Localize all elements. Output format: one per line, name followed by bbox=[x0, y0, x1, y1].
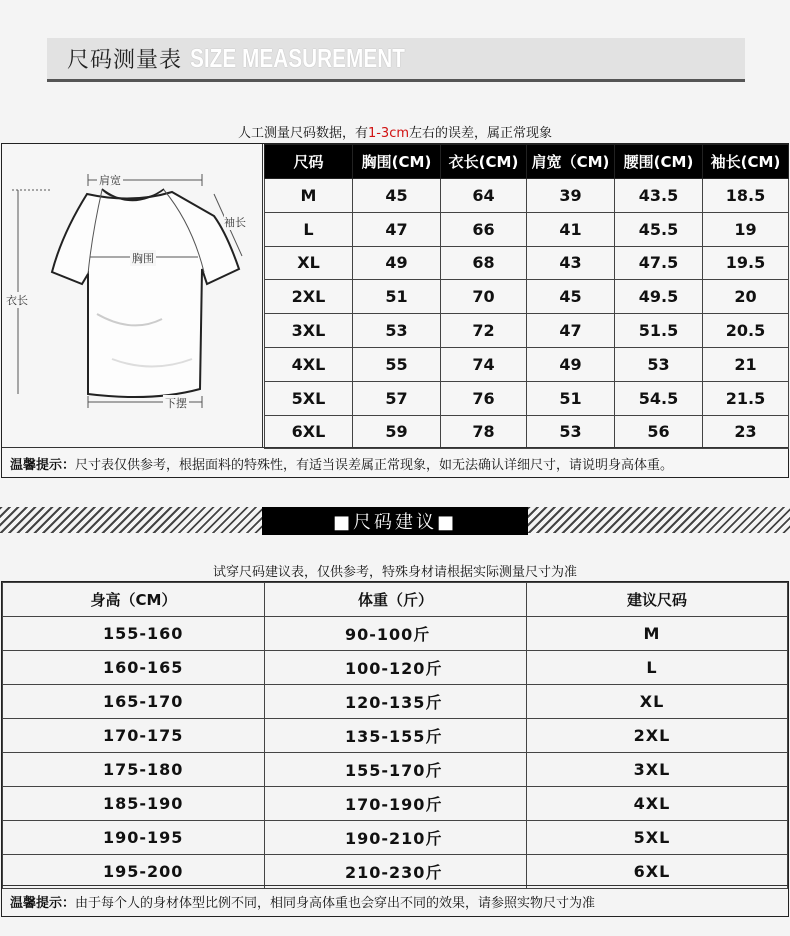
tip-label: 温馨提示： bbox=[10, 458, 76, 473]
table-row bbox=[265, 246, 789, 280]
cell: 49 bbox=[527, 347, 615, 381]
cell: 74 bbox=[441, 347, 527, 381]
cell: 76 bbox=[441, 381, 527, 415]
cell: 57 bbox=[353, 381, 441, 415]
divider bbox=[2, 447, 788, 448]
cell: 210-230斤 bbox=[265, 855, 527, 889]
cell: 18.5 bbox=[703, 179, 789, 213]
cell: 47.5 bbox=[615, 246, 703, 280]
cell: 190-210斤 bbox=[265, 821, 527, 855]
recommendation-note: 试穿尺码建议表，仅供参考，特殊身材请根据实际测量尺寸为准 bbox=[212, 565, 577, 580]
cell: 53 bbox=[615, 347, 703, 381]
cell: M bbox=[527, 617, 788, 651]
cell: 170-190斤 bbox=[265, 787, 527, 821]
table-row bbox=[3, 719, 788, 753]
cell: 6XL bbox=[265, 415, 353, 449]
cell: 45 bbox=[353, 179, 441, 213]
cell: 6XL bbox=[527, 855, 788, 889]
cell: 56 bbox=[615, 415, 703, 449]
label-length: 衣长 bbox=[6, 294, 28, 307]
cell: 4XL bbox=[265, 347, 353, 381]
table-row bbox=[265, 212, 789, 246]
cell: 185-190 bbox=[3, 787, 265, 821]
section-title: ■尺码建议■ bbox=[262, 507, 528, 535]
header-suggested-size: 建议尺码 bbox=[527, 583, 788, 617]
cell: M bbox=[265, 179, 353, 213]
tip-text: 由于每个人的身材体型比例不同，相同身高体重也会穿出不同的效果，请参照实物尺寸为准 bbox=[75, 896, 596, 911]
cell: 70 bbox=[441, 280, 527, 314]
title-cn: 尺码测量表 bbox=[67, 48, 183, 73]
table-row bbox=[265, 415, 789, 449]
recommendation-table bbox=[2, 582, 788, 889]
measurement-note bbox=[0, 122, 790, 141]
cell: 39 bbox=[527, 179, 615, 213]
cell: 43 bbox=[527, 246, 615, 280]
label-shoulder: 肩宽 bbox=[99, 174, 121, 187]
table-row bbox=[3, 753, 788, 787]
table-row bbox=[3, 685, 788, 719]
table-row bbox=[265, 280, 789, 314]
measurement-block bbox=[1, 143, 789, 478]
header-height: 身高（CM） bbox=[3, 583, 265, 617]
cell: 4XL bbox=[527, 787, 788, 821]
note-post: 左右的误差，属正常现象 bbox=[409, 126, 553, 141]
cell: 66 bbox=[441, 212, 527, 246]
cell: 51.5 bbox=[615, 314, 703, 348]
note-error-range: 1-3cm bbox=[367, 126, 410, 141]
cell: 155-170斤 bbox=[265, 753, 527, 787]
table-row bbox=[3, 821, 788, 855]
tip-measurement bbox=[10, 454, 673, 473]
cell: 19 bbox=[703, 212, 789, 246]
cell: L bbox=[527, 651, 788, 685]
cell: 68 bbox=[441, 246, 527, 280]
cell: 23 bbox=[703, 415, 789, 449]
rec-table-header bbox=[3, 583, 788, 617]
header-waist: 腰围(CM) bbox=[615, 145, 703, 179]
cell: 49 bbox=[353, 246, 441, 280]
cell: 20 bbox=[703, 280, 789, 314]
cell: 5XL bbox=[265, 381, 353, 415]
label-chest: 胸围 bbox=[132, 252, 154, 265]
cell: 64 bbox=[441, 179, 527, 213]
cell: 2XL bbox=[527, 719, 788, 753]
table-row bbox=[265, 314, 789, 348]
cell: XL bbox=[527, 685, 788, 719]
cell: 20.5 bbox=[703, 314, 789, 348]
tip-text: 尺寸表仅供参考，根据面料的特殊性，有适当误差属正常现象，如无法确认详细尺寸，请说明身高体重。 bbox=[75, 458, 674, 473]
cell: 54.5 bbox=[615, 381, 703, 415]
cell: 53 bbox=[527, 415, 615, 449]
cell: 21 bbox=[703, 347, 789, 381]
cell: 190-195 bbox=[3, 821, 265, 855]
cell: 47 bbox=[353, 212, 441, 246]
cell: 160-165 bbox=[3, 651, 265, 685]
label-sleeve: 袖长 bbox=[224, 216, 246, 229]
cell: 43.5 bbox=[615, 179, 703, 213]
cell: 175-180 bbox=[3, 753, 265, 787]
table-row bbox=[3, 787, 788, 821]
cell: 49.5 bbox=[615, 280, 703, 314]
cell: 90-100斤 bbox=[265, 617, 527, 651]
cell: 3XL bbox=[265, 314, 353, 348]
cell: 195-200 bbox=[3, 855, 265, 889]
cell: 5XL bbox=[527, 821, 788, 855]
label-hem: 下摆 bbox=[165, 397, 187, 410]
table-row bbox=[265, 381, 789, 415]
cell: 59 bbox=[353, 415, 441, 449]
cell: XL bbox=[265, 246, 353, 280]
cell: 41 bbox=[527, 212, 615, 246]
header-chest: 胸围(CM) bbox=[353, 145, 441, 179]
cell: 170-175 bbox=[3, 719, 265, 753]
recommendation-block bbox=[1, 581, 789, 917]
header-banner bbox=[47, 38, 745, 82]
header-length: 衣长(CM) bbox=[441, 145, 527, 179]
tip-recommendation bbox=[10, 892, 595, 911]
table-row bbox=[265, 347, 789, 381]
header-sleeve: 袖长(CM) bbox=[703, 145, 789, 179]
cell: 55 bbox=[353, 347, 441, 381]
header-size: 尺码 bbox=[265, 145, 353, 179]
table-row bbox=[265, 179, 789, 213]
cell: 72 bbox=[441, 314, 527, 348]
cell: 51 bbox=[353, 280, 441, 314]
hatch-left bbox=[0, 507, 262, 533]
tip-label: 温馨提示： bbox=[10, 896, 76, 911]
cell: 165-170 bbox=[3, 685, 265, 719]
tshirt-diagram bbox=[2, 144, 262, 447]
divider bbox=[2, 885, 788, 886]
hatch-right bbox=[528, 507, 790, 533]
cell: 3XL bbox=[527, 753, 788, 787]
cell: 53 bbox=[353, 314, 441, 348]
note-pre: 人工测量尺码数据，有 bbox=[237, 126, 368, 141]
cell: 47 bbox=[527, 314, 615, 348]
header-weight: 体重（斤） bbox=[265, 583, 527, 617]
cell: 45.5 bbox=[615, 212, 703, 246]
cell: 51 bbox=[527, 381, 615, 415]
cell: 135-155斤 bbox=[265, 719, 527, 753]
table-row bbox=[3, 617, 788, 651]
cell: 155-160 bbox=[3, 617, 265, 651]
cell: 45 bbox=[527, 280, 615, 314]
size-table bbox=[264, 144, 789, 449]
header-shoulder: 肩宽（CM) bbox=[527, 145, 615, 179]
size-table-header bbox=[265, 145, 789, 179]
cell: 19.5 bbox=[703, 246, 789, 280]
table-row bbox=[3, 651, 788, 685]
cell: L bbox=[265, 212, 353, 246]
cell: 100-120斤 bbox=[265, 651, 527, 685]
cell: 120-135斤 bbox=[265, 685, 527, 719]
cell: 78 bbox=[441, 415, 527, 449]
tshirt-figure bbox=[2, 144, 263, 447]
cell: 2XL bbox=[265, 280, 353, 314]
table-row bbox=[3, 855, 788, 889]
cell: 21.5 bbox=[703, 381, 789, 415]
title-en: SIZE MEASUREMENT bbox=[190, 43, 405, 73]
